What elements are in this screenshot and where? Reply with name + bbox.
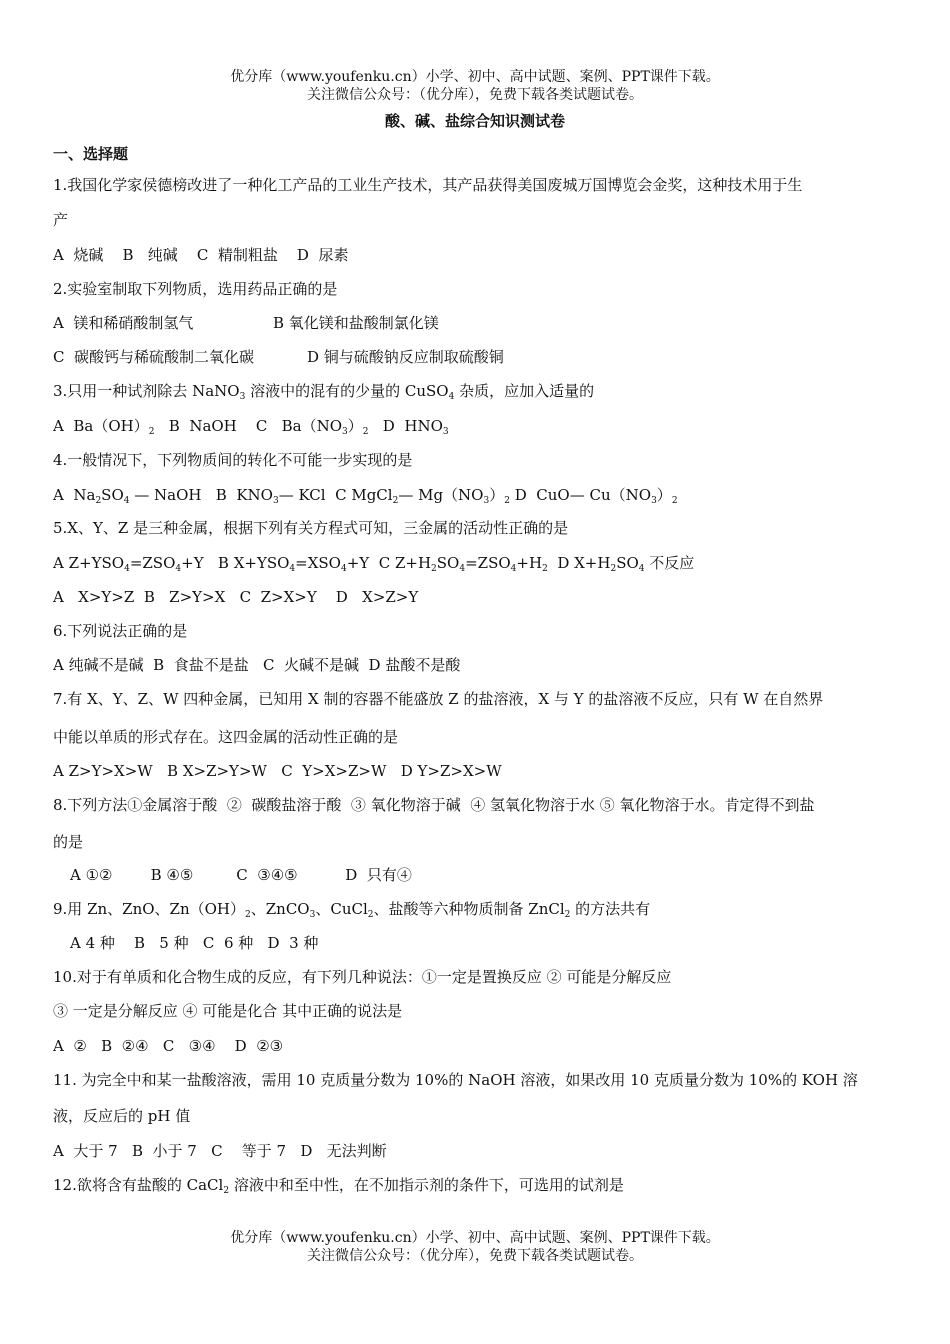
header-line-1: 优分库（www.youfenku.cn）小学、初中、高中试题、案例、PPT课件下载。 [230, 69, 720, 85]
q7-stem-line2: 中能以单质的形式存在。这四金属的活动性正确的是 [53, 728, 399, 746]
q7-options: A Z>Y>X>W B X>Z>Y>W C Y>X>Z>W D Y>Z>X>W [53, 762, 502, 780]
q10-options: A ② B ②④ C ③④ D ②③ [53, 1037, 284, 1055]
section-heading: 一、选择题 [53, 145, 129, 163]
q12-stem: 12.欲将含有盐酸的 CaCl$_2$ 溶液中和至中性，在不加指示剂的条件下，可选用的试剂是 [53, 1176, 624, 1196]
q8-stem-line1: 8.下列方法①金属溶于酸 ② 碳酸盐溶于酸 ③ 氧化物溶于碱 ④ 氢氧化物溶于水 ⑤ 氧化物溶于水。肯定得不到盐 [53, 796, 815, 814]
q11-options: A 大于 7 B 小于 7 C 等于 7 D 无法判断 [53, 1142, 387, 1160]
q8-options: A ①② B ④⑤ C ③④⑤ D 只有④ [70, 866, 412, 884]
q2-option-a: A 镁和稀硝酸制氢气 [53, 314, 194, 332]
q3-options: A $Ba(OH)_2$ B NaOH C $Ba(NO_3)_2$ D $HNO_3$ [53, 417, 449, 437]
q1-options: A 烧碱 B 纯碱 C 精制粗盐 D 尿素 [53, 246, 349, 264]
q6-options: A 纯碱不是碱 B 食盐不是盐 C 火碱不是碱 D 盐酸不是酸 [53, 656, 461, 674]
q5-stem: 5.X、Y、Z 是三种金属，根据下列有关方程式可知，三金属的活动性正确的是 [53, 519, 569, 537]
q2-option-d: D 铜与硫酸钠反应制取硫酸铜 [307, 348, 504, 366]
q1-stem-line1: 1.我国化学家侯德榜改进了一种化工产品的工业生产技术，其产品获得美国废城万国博览会金奖，这种技术用于生 [53, 176, 803, 194]
q8-stem-line2: 的是 [53, 833, 84, 851]
q5-options: A X>Y>Z B Z>Y>X C Z>X>Y D X>Z>Y [53, 588, 419, 606]
page-title: 酸、碱、盐综合知识测试卷 [384, 112, 565, 130]
q2-option-c: C 碳酸钙与稀硫酸制二氧化碳 [53, 348, 255, 366]
q6-stem: 6.下列说法正确的是 [53, 622, 188, 640]
footer-line-2: 关注微信公众号：（优分库），免费下载各类试题试卷。 [307, 1248, 643, 1264]
q11-stem-line1: 11. 为完全中和某一盐酸溶液，需用 10 克质量分数为 10%的 NaOH 溶液，如果改用 10 克质量分数为 10%的 KOH 溶 [53, 1071, 858, 1089]
q1-stem-line2: 产 [53, 211, 69, 229]
q2-stem: 2.实验室制取下列物质，选用药品正确的是 [53, 280, 338, 298]
q11-stem-line2: 液，反应后的 pH 值 [53, 1107, 191, 1125]
q7-stem-line1: 7.有 X、Y、Z、W 四种金属，已知用 X 制的容器不能盛放 Z 的盐溶液，X 与 Y 的盐溶液不反应，只有 W 在自然界 [53, 690, 824, 708]
q3-stem: 3.只用一种试剂除去 NaNO$_3$ 溶液中的混有的少量的 CuSO$_4$ 杂质，应加入适量的 [53, 382, 595, 402]
footer-line-1: 优分库（www.youfenku.cn）小学、初中、高中试题、案例、PPT课件下载。 [230, 1230, 720, 1246]
header-line-2: 关注微信公众号：（优分库），免费下载各类试题试卷。 [307, 87, 643, 103]
q2-option-b: B 氧化镁和盐酸制氯化镁 [273, 314, 439, 332]
q4-stem: 4.一般情况下，下列物质间的转化不可能一步实现的是 [53, 451, 413, 469]
q5-equations: A $Z+YSO_4=ZSO_4+Y$ B $X+YSO_4=XSO_4+Y$ C $Z+H_2SO_4=ZSO_4+H_2$ D $X+H_2SO_4$ 不反应 [53, 554, 695, 574]
q9-options: A 4 种 B 5 种 C 6 种 D 3 种 [70, 934, 319, 952]
q10-stem-line2: ③ 一定是分解反应 ④ 可能是化合 其中正确的说法是 [53, 1002, 403, 1020]
q4-options: A $Na_2SO_4$ — NaOH B $KNO_3—$ KCl C MgCl$_2$— $Mg(NO_3)_2$ D CuO— $Cu(NO_3)_2$ [53, 486, 678, 506]
q9-stem: 9.用 Zn、ZnO、$Zn(OH)_2$、ZnCO$_3$、CuCl$_2$、盐酸等六种物质制备 ZnCl$_2$ 的方法共有 [53, 900, 651, 920]
q10-stem-line1: 10.对于有单质和化合物生成的反应，有下列几种说法：①一定是置换反应 ② 可能是分解反应 [53, 968, 672, 986]
